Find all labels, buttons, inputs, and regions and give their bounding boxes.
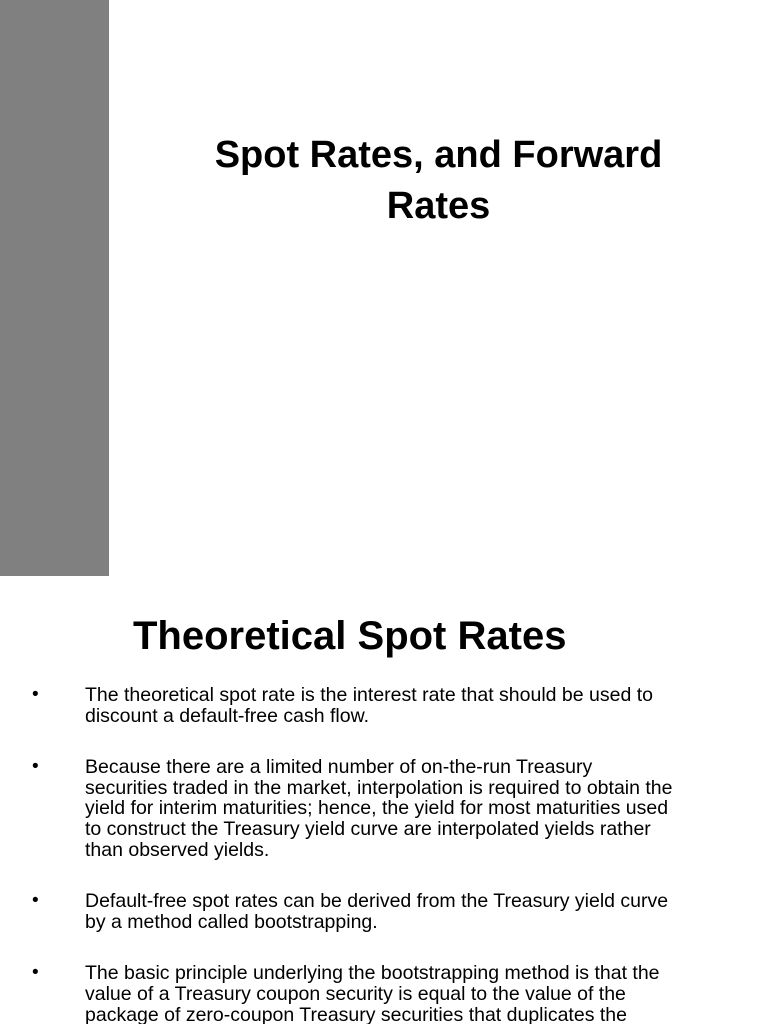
bullet-marker: • — [32, 962, 39, 984]
bullet-item-2 — [0, 757, 768, 860]
bullet-list — [0, 685, 768, 1024]
bullet-line: yield for interim maturities; hence, the yield for most maturities used — [85, 797, 669, 820]
bullet-line: The basic principle underlying the bootstrapping method is that the — [85, 962, 660, 985]
bullet-line: than observed yields. — [85, 838, 270, 861]
bullet-item-1 — [0, 685, 768, 726]
bullet-item-4 — [0, 963, 768, 1024]
slide-side-bar — [0, 0, 109, 576]
bullet-line: The theoretical spot rate is the interest rate that should be used to — [85, 684, 654, 706]
bullet-marker: • — [32, 684, 39, 705]
bullet-text — [85, 757, 735, 860]
bullet-text — [85, 963, 735, 1024]
bullet-marker: • — [32, 756, 39, 778]
bullet-line: Default-free spot rates can be derived from the Treasury yield curve — [85, 890, 669, 913]
title-slide-heading-line-2: Rates — [386, 185, 491, 227]
bullet-marker: • — [32, 890, 39, 912]
bullet-line: by a method called bootstrapping. — [85, 910, 378, 933]
bullet-line: to construct the Treasury yield curve are interpolated yields rather — [85, 817, 651, 840]
bullet-line: discount a default-free cash flow. — [85, 704, 369, 727]
title-slide-heading — [109, 130, 768, 232]
bullet-line: Because there are a limited number of on-the-run Treasury — [85, 756, 593, 779]
bullet-text — [85, 685, 735, 726]
content-slide — [0, 576, 768, 1024]
bullet-text — [85, 891, 735, 932]
content-slide-heading: Theoretical Spot Rates — [133, 614, 567, 658]
bullet-line: securities traded in the market, interpolation is required to obtain the — [85, 776, 673, 799]
bullet-line: package of zero-coupon Treasury securities that duplicates the — [85, 1003, 627, 1024]
bullet-item-3 — [0, 891, 768, 932]
bullet-line: value of a Treasury coupon security is equal to the value of the — [85, 982, 626, 1005]
title-slide-heading-line-1: Spot Rates, and Forward — [214, 134, 663, 176]
